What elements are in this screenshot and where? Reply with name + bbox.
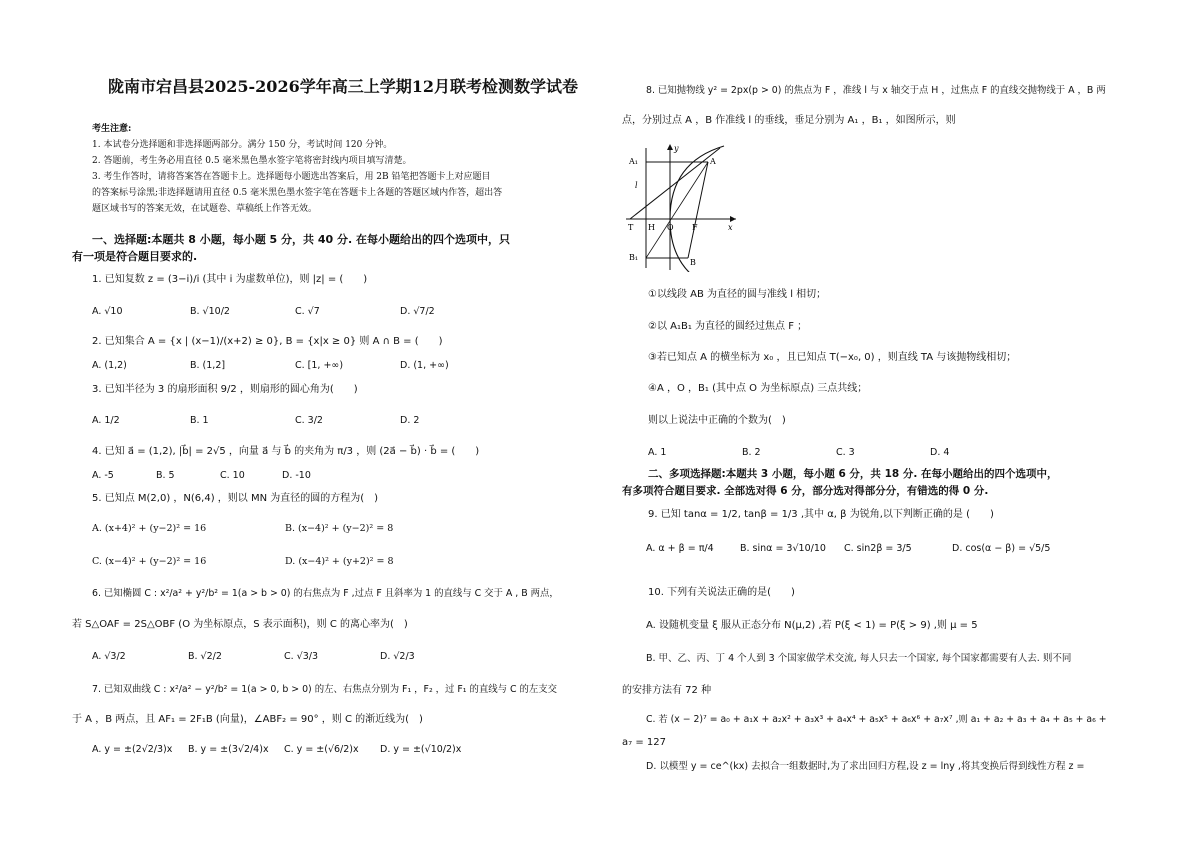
label-b1: B₁ — [629, 253, 639, 262]
q5-option: D. (x−4)² + (y+2)² = 8 — [285, 556, 394, 567]
q4-stem: 4. 已知 a⃗ = (1,2), |b⃗| = 2√5 ，向量 a⃗ 与 b⃗ 的夹角为 π/3 ，则 (2a⃗ − b⃗) · b⃗ = ( ) — [92, 446, 480, 457]
label-l: l — [635, 181, 638, 190]
q7-option: D. y = ±(√10/2)x — [380, 744, 462, 755]
q5-option: C. (x−4)² + (y−2)² = 16 — [92, 556, 207, 567]
q9-option: B. sinα = 3√10/10 — [740, 543, 826, 554]
q6-stem-cont: 若 S△OAF = 2S△OBF (O 为坐标原点，S 表示面积)，则 C 的离心率为( ) — [72, 619, 408, 630]
q1-option: A. √10 — [92, 306, 123, 317]
notice-line: 的答案标号涂黑;非选择题请用直径 0.5 毫米黑色墨水签字笔在答题卡上各题的答题区域内作答，超出答 — [92, 188, 503, 198]
q8-statement: ④A ，O ，B₁ (其中点 O 为坐标原点) 三点共线； — [648, 383, 868, 394]
q8-option: D. 4 — [930, 447, 950, 458]
q4-option: C. 10 — [220, 470, 245, 481]
q7-option: A. y = ±(2√2/3)x — [92, 744, 173, 755]
q3-option: A. 1/2 — [92, 415, 120, 426]
q5-stem: 5. 已知点 M(2,0) ，N(6,4) ，则以 MN 为直径的圆的方程为( ) — [92, 493, 379, 504]
label-y: y — [674, 144, 679, 153]
q8-ask: 则以上说法中正确的个数为( ) — [648, 415, 786, 426]
q8-option: A. 1 — [648, 447, 667, 458]
q10-option-d: D. 以模型 y = ce^(kx) 去拟合一组数据时,为了求出回归方程,设 z = lny ,将其变换后得到线性方程 z = — [646, 761, 1085, 772]
q2-stem: 2. 已知集合 A = {x | (x−1)/(x+2) ≥ 0}, B = {x|x ≥ 0} 则 A ∩ B = ( ) — [92, 336, 443, 347]
q10-stem: 10. 下列有关说法正确的是( ) — [648, 587, 795, 598]
label-h: H — [648, 223, 655, 232]
q6-option: C. √3/3 — [284, 651, 319, 662]
label-x: x — [728, 223, 733, 232]
q6-option: A. √3/2 — [92, 651, 126, 662]
q1-stem: 1. 已知复数 z = (3−i)/i (其中 i 为虚数单位)，则 |z| = ( ) — [92, 274, 368, 285]
q10-option-c-cont: a₇ = 127 — [622, 737, 666, 748]
y-axis-arrow — [667, 144, 673, 150]
q8-statement: ①以线段 AB 为直径的圆与准线 l 相切； — [648, 289, 827, 300]
q3-option: D. 2 — [400, 415, 420, 426]
q2-option: A. (1,2) — [92, 360, 127, 371]
label-o: O — [667, 223, 674, 232]
section1-heading-cont: 有一项是符合题目要求的. — [72, 250, 198, 263]
q3-stem: 3. 已知半径为 3 的扇形面积 9/2 ，则扇形的圆心角为( ) — [92, 384, 358, 395]
x-axis-arrow — [730, 216, 736, 222]
q5-option: B. (x−4)² + (y−2)² = 8 — [285, 523, 394, 534]
q7-option: C. y = ±(√6/2)x — [284, 744, 359, 755]
notice-line: 1. 本试卷分选择题和非选择题两部分。满分 150 分，考试时间 120 分钟。 — [92, 140, 393, 150]
exam-title: 陇南市宕昌县2025-2026学年高三上学期12月联考检测数学试卷 — [108, 77, 578, 96]
label-a1: A₁ — [629, 157, 638, 166]
q7-stem: 7. 已知双曲线 C : x²/a² − y²/b² = 1(a > 0, b > 0) 的左、右焦点分别为 F₁ ，F₂ ，过 F₁ 的直线与 C 的左支交 — [92, 684, 558, 695]
chord-ab — [688, 162, 708, 258]
q6-option: D. √2/3 — [380, 651, 415, 662]
section1-heading: 一、选择题:本题共 8 小题，每小题 5 分，共 40 分. 在每小题给出的四个选项中，只 — [92, 233, 510, 246]
notice-heading: 考生注意: — [92, 124, 132, 134]
q10-option-b-cont: 的安排方法有 72 种 — [622, 685, 712, 696]
notice-line: 3. 考生作答时，请将答案答在答题卡上。选择题每小题选出答案后，用 2B 铅笔把答题卡上对应题目 — [92, 172, 491, 182]
q1-option: D. √7/2 — [400, 306, 435, 317]
section2-heading: 二、多项选择题:本题共 3 小题，每小题 6 分，共 18 分. 在每小题给出的四个选项中， — [648, 468, 1058, 480]
q9-option: C. sin2β = 3/5 — [844, 543, 912, 554]
q5-option: A. (x+4)² + (y−2)² = 16 — [92, 523, 207, 534]
q4-option: D. -10 — [282, 470, 311, 481]
q2-option: B. (1,2] — [190, 360, 226, 371]
label-f: F — [692, 223, 698, 232]
label-t: T — [628, 223, 634, 232]
label-a: A — [710, 157, 716, 166]
line-aob1 — [646, 162, 708, 258]
q4-option: B. 5 — [156, 470, 175, 481]
q8-option: B. 2 — [742, 447, 761, 458]
section2-heading-cont: 有多项符合题目要求. 全部选对得 6 分，部分选对得部分分，有错选的得 0 分. — [622, 485, 989, 497]
q9-stem: 9. 已知 tanα = 1/2, tanβ = 1/3 ,其中 α, β 为锐角,以下判断正确的是 ( ) — [648, 509, 994, 520]
label-b: B — [690, 258, 696, 267]
q2-option: C. [1, +∞) — [295, 360, 344, 371]
q10-option-b: B. 甲、乙、丙、丁 4 个人到 3 个国家做学术交流, 每人只去一个国家, 每个国家都需要有人去. 则不同 — [646, 653, 1072, 664]
notice-line: 2. 答题前，考生务必用直径 0.5 毫米黑色墨水签字笔将密封线内项目填写清楚。 — [92, 156, 412, 166]
q10-option-a: A. 设随机变量 ξ 服从正态分布 N(μ,2) ,若 P(ξ < 1) = P(ξ > 9) ,则 μ = 5 — [646, 620, 978, 631]
q8-stem: 8. 已知抛物线 y² = 2px(p > 0) 的焦点为 F ，准线 l 与 x 轴交于点 H ，过焦点 F 的直线交抛物线于 A ，B 两 — [646, 85, 1106, 96]
q7-stem-cont: 于 A ，B 两点，且 AF₁ = 2F₁B (向量)，∠ABF₂ = 90° ，则 C 的渐近线为( ) — [72, 714, 423, 725]
q8-statement: ③若已知点 A 的横坐标为 x₀ ，且已知点 T(−x₀, 0) ，则直线 TA 与该抛物线相切； — [648, 352, 1017, 363]
q7-option: B. y = ±(3√2/4)x — [188, 744, 269, 755]
q10-option-c: C. 若 (x − 2)⁷ = a₀ + a₁x + a₂x² + a₃x³ + a₄x⁴ + a₅x⁵ + a₆x⁶ + a₇x⁷ ,则 a₁ + a₂ + a₃ + a₄ + a₅ + a₆ + — [646, 714, 1107, 725]
q9-option: A. α + β = π/4 — [646, 543, 714, 554]
q8-stem-cont: 点，分别过点 A ，B 作准线 l 的垂线，垂足分别为 A₁ ，B₁ ，如图所示，则 — [622, 115, 956, 126]
q2-option: D. (1, +∞) — [400, 360, 449, 371]
q8-statement: ②以 A₁B₁ 为直径的圆经过焦点 F ； — [648, 321, 808, 332]
q6-stem: 6. 已知椭圆 C : x²/a² + y²/b² = 1(a > b > 0) 的右焦点为 F ,过点 F 且斜率为 1 的直线与 C 交于 A , B 两点， — [92, 588, 559, 599]
q3-option: B. 1 — [190, 415, 209, 426]
tangent-ta — [630, 148, 720, 219]
q9-option: D. cos(α − β) = √5/5 — [952, 543, 1051, 554]
notice-line: 题区域书写的答案无效，在试题卷、草稿纸上作答无效。 — [92, 204, 318, 214]
q1-option: B. √10/2 — [190, 306, 230, 317]
parabola-figure — [624, 142, 744, 272]
q4-option: A. -5 — [92, 470, 114, 481]
q8-option: C. 3 — [836, 447, 855, 458]
q3-option: C. 3/2 — [295, 415, 323, 426]
q6-option: B. √2/2 — [188, 651, 222, 662]
q1-option: C. √7 — [295, 306, 320, 317]
